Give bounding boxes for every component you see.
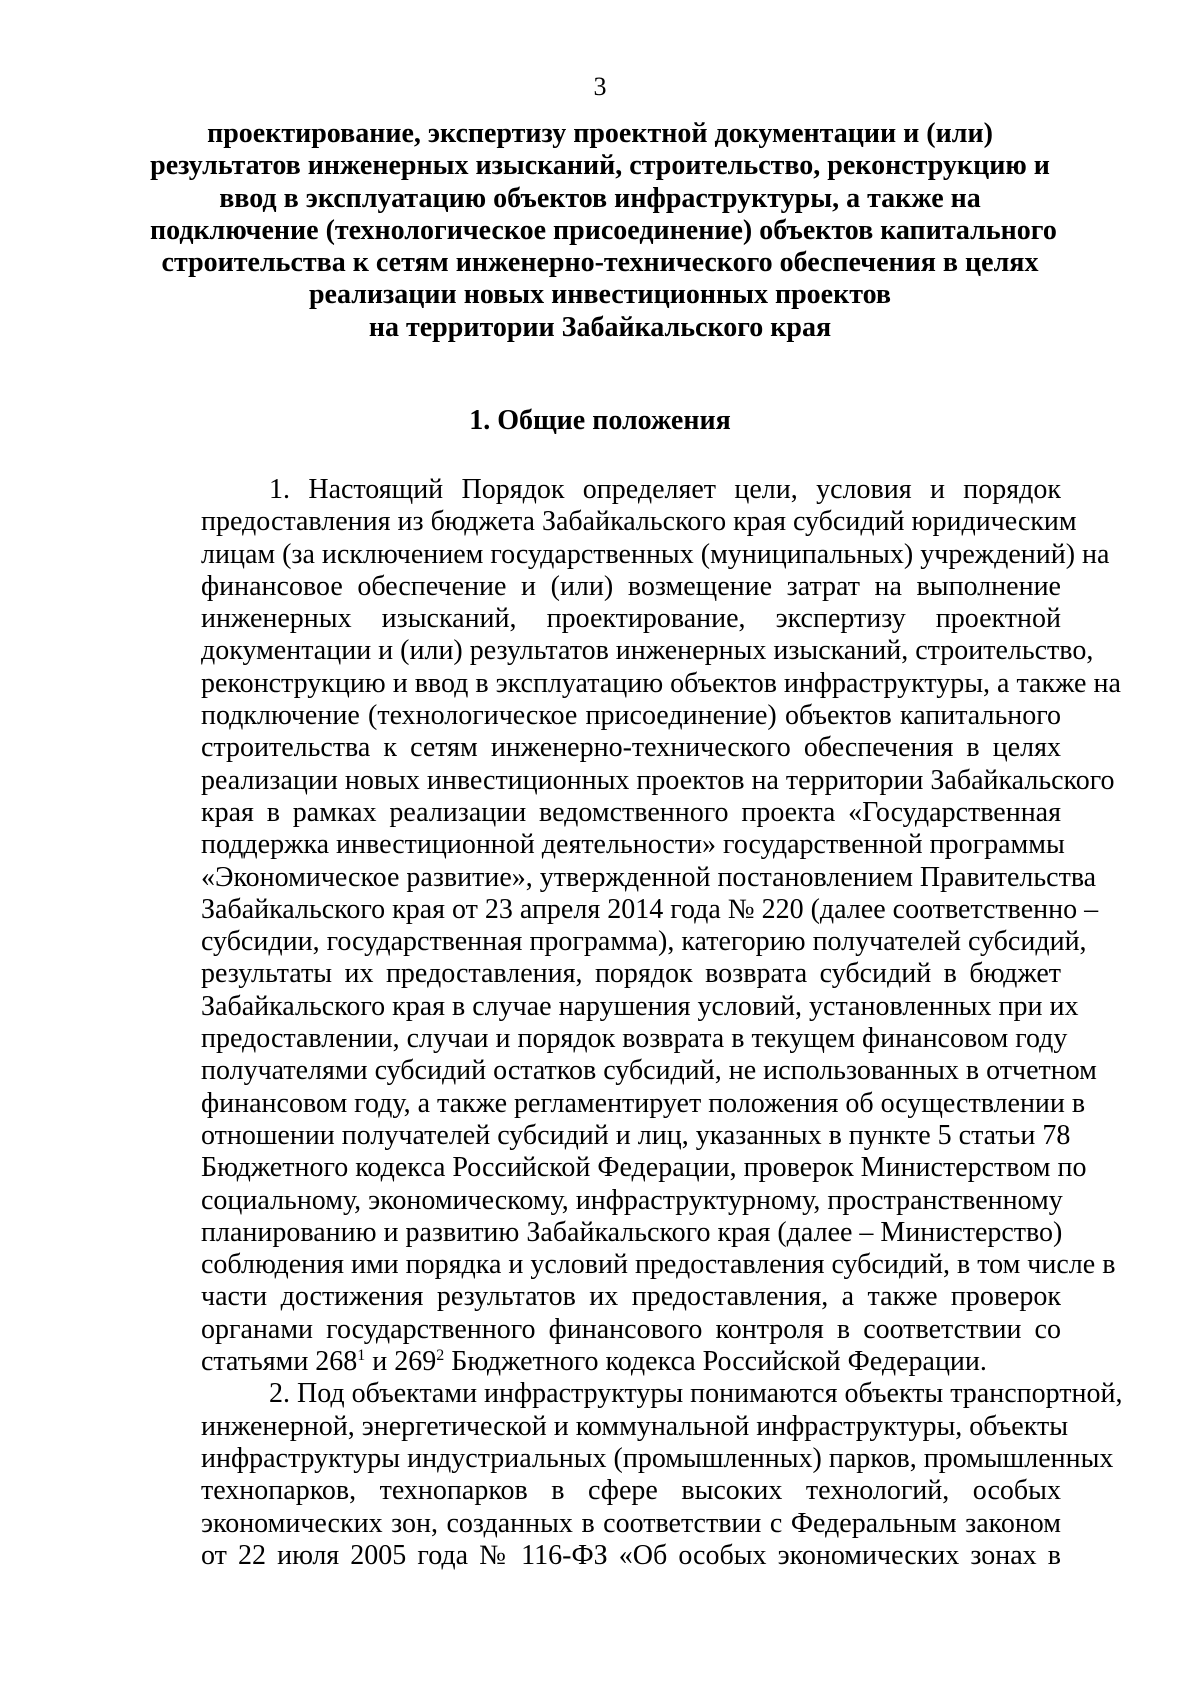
- paragraph-line: от 22 июля 2005 года № 116-ФЗ «Об особых экономических зонах в: [201, 1539, 1061, 1571]
- paragraph-line: отношении получателей субсидий и лиц, указанных в пункте 5 статьи 78: [201, 1119, 1071, 1151]
- paragraph-1: [201, 474, 1121, 1378]
- paragraph-line: лицам (за исключением государственных (муниципальных) учреждений) на: [201, 538, 1110, 570]
- paragraph-line: социальному, экономическому, инфраструктурному, пространственному: [201, 1184, 1063, 1216]
- superscript-1: 1: [357, 1347, 366, 1365]
- final-line-start: статьями 268: [201, 1346, 358, 1378]
- paragraph-line: 2. Под объектами инфраструктуры понимаются объекты транспортной,: [269, 1378, 1123, 1410]
- paragraph-line: соблюдения ими порядка и условий предоставления субсидий, в том числе в: [201, 1249, 1116, 1281]
- paragraph-line: предоставления из бюджета Забайкальского края субсидий юридическим: [201, 506, 1077, 538]
- heading-line: строительства к сетям инженерно-технического обеспечения в целях: [161, 247, 1039, 279]
- paragraph-line: экономических зон, созданных в соответствии с Федеральным законом: [201, 1507, 1061, 1539]
- paragraph-line: Бюджетного кодекса Российской Федерации, проверок Министерством по: [201, 1152, 1087, 1184]
- paragraph-line: Забайкальского края от 23 апреля 2014 года № 220 (далее соответственно –: [201, 893, 1099, 925]
- paragraph-line: органами государственного финансового контроля в соответствии со: [201, 1313, 1061, 1345]
- heading-line: ввод в эксплуатацию объектов инфраструктуры, а также на: [219, 182, 981, 214]
- paragraph-line: «Экономическое развитие», утвержденной постановлением Правительства: [201, 861, 1097, 893]
- paragraph-line: предоставлении, случаи и порядок возврата в текущем финансовом году: [201, 1023, 1068, 1055]
- heading-line: подключение (технологическое присоединение) объектов капитального: [150, 214, 1057, 246]
- paragraph-line: документации и (или) результатов инженерных изысканий, строительство,: [201, 635, 1094, 667]
- section-title: 1. Общие положения: [469, 405, 731, 436]
- paragraph-line: инженерных изысканий, проектирование, экспертизу проектной: [201, 603, 1061, 635]
- paragraph-line: реконструкцию и ввод в эксплуатацию объектов инфраструктуры, а также на: [201, 667, 1121, 699]
- final-line-end: Бюджетного кодекса Российской Федерации.: [444, 1346, 987, 1378]
- paragraph-line: планированию и развитию Забайкальского края (далее – Министерство): [201, 1216, 1063, 1248]
- paragraph-line: инфраструктуры индустриальных (промышленных) парков, промышленных: [201, 1442, 1114, 1474]
- page-number: 3: [593, 72, 607, 101]
- paragraph-line: поддержка инвестиционной деятельности» государственной программы: [201, 829, 1065, 861]
- heading-line: проектирование, экспертизу проектной документации и (или): [207, 118, 993, 149]
- document-heading: [150, 118, 1057, 344]
- heading-line: результатов инженерных изысканий, строительство, реконструкцию и: [150, 150, 1050, 182]
- paragraph-line: края в рамках реализации ведомственного проекта «Государственная: [201, 796, 1061, 828]
- paragraph-line: финансовом году, а также регламентирует положения об осуществлении в: [201, 1087, 1086, 1119]
- paragraph-line: строительства к сетям инженерно-технического обеспечения в целях: [201, 732, 1061, 764]
- heading-line: на территории Забайкальского края: [368, 311, 832, 343]
- superscript-2: 2: [436, 1347, 445, 1365]
- paragraph-line: технопарков, технопарков в сфере высоких технологий, особых: [201, 1475, 1061, 1507]
- body-text: [201, 474, 1123, 1572]
- paragraph-line: части достижения результатов их предоставления, а также проверок: [201, 1281, 1061, 1313]
- heading-line: реализации новых инвестиционных проектов: [308, 279, 892, 311]
- paragraph-final-line: [201, 1346, 1061, 1378]
- paragraph-line: Забайкальского края в случае нарушения условий, установленных при их: [201, 990, 1079, 1022]
- paragraph-line: финансовое обеспечение и (или) возмещение затрат на выполнение: [201, 570, 1061, 602]
- paragraph-line: инженерной, энергетической и коммунальной инфраструктуры, объекты: [201, 1410, 1069, 1442]
- paragraph-line: 1. Настоящий Порядок определяет цели, условия и порядок: [269, 474, 1061, 505]
- paragraph-line: подключение (технологическое присоединение) объектов капитального: [201, 700, 1061, 732]
- paragraph-line: субсидии, государственная программа), категорию получателей субсидий,: [201, 926, 1087, 958]
- final-line-middle: и 269: [365, 1346, 437, 1378]
- paragraph-line: получателями субсидий остатков субсидий, не использованных в отчетном: [201, 1055, 1097, 1087]
- paragraph-line: результаты их предоставления, порядок возврата субсидий в бюджет: [201, 958, 1061, 990]
- paragraph-2: [201, 1378, 1123, 1572]
- paragraph-line: реализации новых инвестиционных проектов на территории Забайкальского: [201, 764, 1115, 796]
